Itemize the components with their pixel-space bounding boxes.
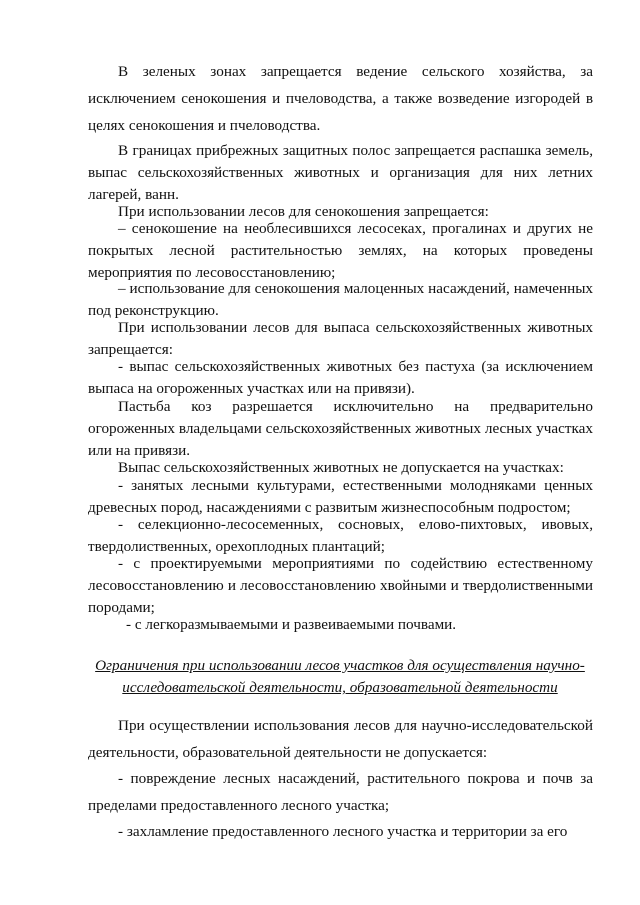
paragraph-grazing-restricted-intro: Выпас сельскохозяйственных животных не допускается на участках:: [118, 459, 564, 476]
paragraph-grazing-item: - выпас сельскохозяйственных животных без пастуха (за исключением выпаса на огороженных участках или на привязи).: [88, 358, 593, 397]
paragraph-haymaking-item-1: – сенокошение на необлесившихся лесосеках, прогалинах и других не покрытых лесной растительностью землях, на которых проведены мероприятия по лесовосстановлению;: [88, 220, 593, 281]
paragraph-goats: Пастьба коз разрешается исключительно на предварительно огороженных владельцами сельскохозяйственных животных лесных участках или на привязи.: [88, 398, 593, 459]
paragraph-research-intro: При осуществлении использования лесов для научно-исследовательской деятельности, образовательной деятельности не допускается:: [88, 717, 593, 761]
paragraph-research-item-1: - повреждение лесных насаждений, растительного покрова и почв за пределами предоставленного лесного участка;: [88, 770, 593, 814]
paragraph-haymaking-intro: При использовании лесов для сенокошения запрещается:: [118, 203, 489, 220]
paragraph-restricted-item-2: - селекционно-лесосеменных, сосновых, елово-пихтовых, ивовых, твердолиственных, орехоплодных плантаций;: [88, 516, 593, 555]
paragraph-restricted-item-3: - с проектируемыми мероприятиями по содействию естественному лесовосстановлению и лесовосстановлению хвойными и твердолиственными породами;: [88, 555, 593, 616]
paragraph-restricted-item-4: - с легкоразмываемыми и развеиваемыми почвами.: [126, 616, 457, 633]
paragraph-coastal-strips: В границах прибрежных защитных полос запрещается распашка земель, выпас сельскохозяйственных животных и организация для них летних лагерей, ванн.: [88, 142, 593, 203]
paragraph-restricted-item-1: - занятых лесными культурами, естественными молодняками ценных древесных пород, насаждениями с развитым жизнеспособным подростом;: [88, 477, 593, 516]
paragraph-research-item-2: - захламление предоставленного лесного участка и территории за его: [118, 823, 568, 840]
paragraph-grazing-intro: При использовании лесов для выпаса сельскохозяйственных животных запрещается:: [88, 319, 593, 358]
section-heading: Ограничения при использовании лесов участков для осуществления научно-исследовательской деятельности, образовательной деятельности: [95, 657, 585, 696]
paragraph-green-zones: В зеленых зонах запрещается ведение сельского хозяйства, за исключением сенокошения и пчеловодства, а также возведение изгородей в целях сенокошения и пчеловодства.: [88, 63, 593, 134]
paragraph-haymaking-item-2: – использование для сенокошения малоценных насаждений, намеченных под реконструкцию.: [88, 280, 593, 319]
